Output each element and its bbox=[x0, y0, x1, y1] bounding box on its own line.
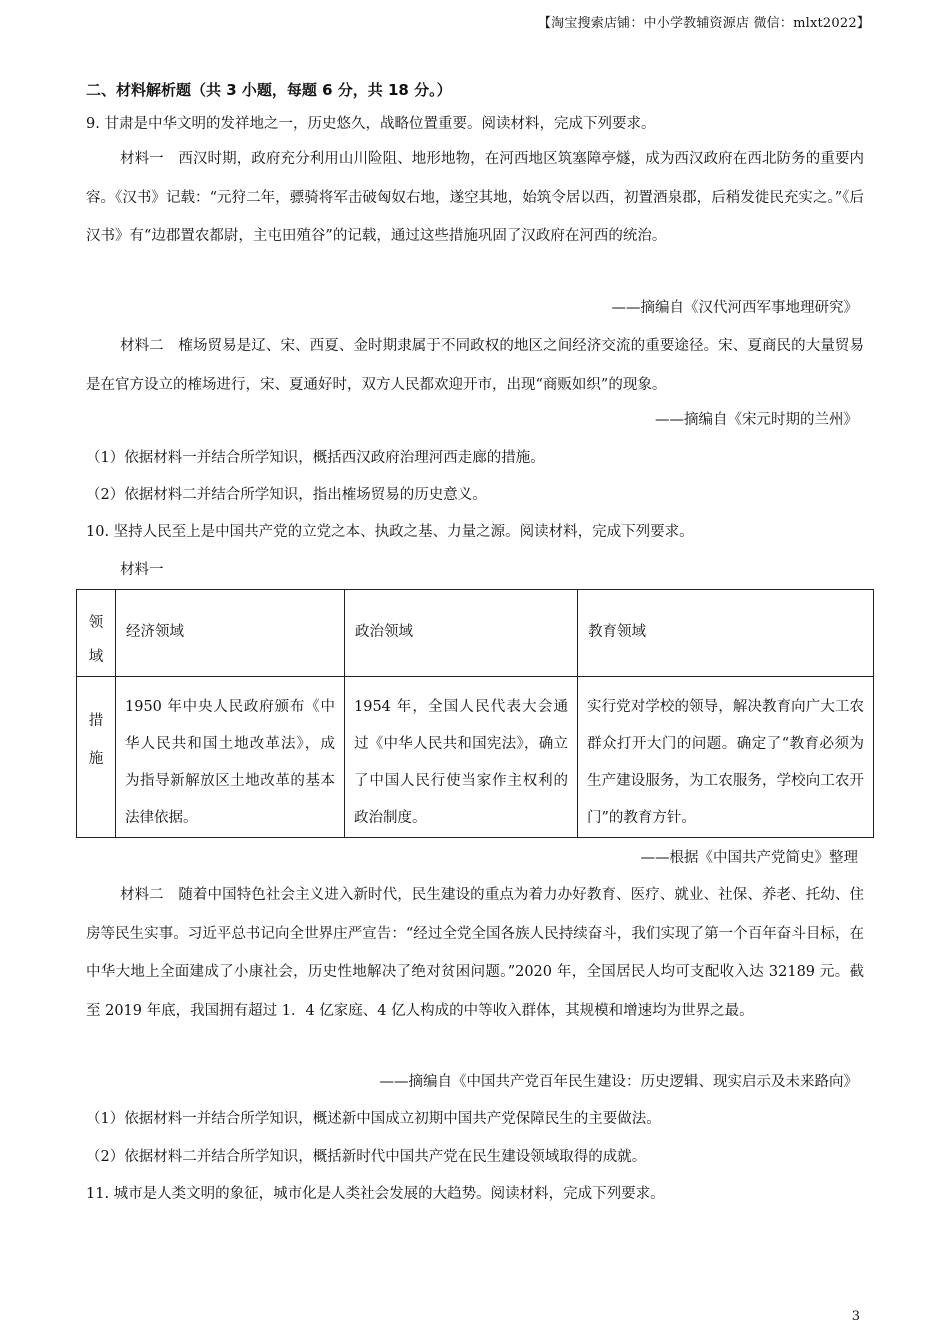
q10-source1: ——根据《中国共产党简史》整理 bbox=[640, 850, 858, 866]
q9-material2: 材料二 榷场贸易是辽、宋、西夏、金时期隶属于不同政权的地区之间经济交流的重要途径。宋、夏商民的大量贸易是在官方设立的榷场进行，宋、夏通好时，双方人民都欢迎开市，出现“商贩如织”的现象。 bbox=[86, 338, 864, 393]
q10-material2: 材料二 随着中国特色社会主义进入新时代，民生建设的重点为着力办好教育、医疗、就业、社保、养老、托幼、住房等民生实事。习近平总书记向全世界庄严宣告：“经过全党全国各族人民持续奋斗，我们实现了第一个百年奋斗目标，在中华大地上全面建成了小康社会，历史性地解决了绝对贫困问题。”2020 年，全国居民人均可支配收入达 32189 元。截至 2019 年底，我国拥有超过 1．4 亿家庭、4 亿人构成的中等收入群体，其规模和增速均为世界之最。 bbox=[86, 887, 864, 1019]
q11-stem: 11. 城市是人类文明的象征，城市化是人类社会发展的大趋势。阅读材料，完成下列要求。 bbox=[86, 1186, 665, 1202]
cell-education: 实行党对学校的领导，解决教育向广大工农群众打开大门的问题。确定了“教育必须为生产建设服务，为工农服务，学校向工农开门”的教育方针。 bbox=[587, 699, 864, 826]
q10-source2: ——摘编自《中国共产党百年民生建设：历史逻辑、现实启示及未来路向》 bbox=[379, 1074, 858, 1090]
q10-material1-label: 材料一 bbox=[120, 562, 164, 578]
policy-table bbox=[76, 589, 874, 838]
q9-source2: ——摘编自《宋元时期的兰州》 bbox=[655, 412, 858, 428]
header-economy: 经济领域 bbox=[126, 624, 184, 640]
col0-header: 领域 bbox=[88, 615, 104, 665]
header-cell bbox=[578, 590, 874, 677]
page-number: 3 bbox=[851, 1309, 860, 1324]
table-corner-cell bbox=[77, 590, 116, 677]
q10-task2: （2）依据材料二并结合所学知识，概括新时代中国共产党在民生建设领域取得的成就。 bbox=[86, 1149, 647, 1165]
table-row bbox=[77, 677, 874, 838]
q9-task1: （1）依据材料一并结合所学知识，概括西汉政府治理河西走廊的措施。 bbox=[86, 450, 545, 466]
page-header: 【淘宝搜索店铺：中小学教辅资源店 微信：mlxt2022】 bbox=[537, 16, 870, 31]
header-cell bbox=[345, 590, 578, 677]
header-politics: 政治领域 bbox=[355, 624, 413, 640]
cell-economy: 1950 年中央人民政府颁布《中华人民共和国土地改革法》，成为指导新解放区土地改革的基本法律依据。 bbox=[125, 699, 335, 826]
q9-task2: （2）依据材料二并结合所学知识，指出榷场贸易的历史意义。 bbox=[86, 487, 487, 503]
table-cell bbox=[578, 677, 874, 838]
header-cell bbox=[116, 590, 345, 677]
table-header-row bbox=[77, 590, 874, 677]
cell-politics: 1954 年，全国人民代表大会通过《中华人民共和国宪法》，确立了中国人民行使当家作主权利的政治制度。 bbox=[354, 699, 568, 826]
q9-stem: 9. 甘肃是中华文明的发祥地之一，历史悠久，战略位置重要。阅读材料，完成下列要求。 bbox=[86, 116, 656, 132]
header-education: 教育领域 bbox=[588, 624, 646, 640]
row-label-cell bbox=[77, 677, 116, 838]
table-cell bbox=[116, 677, 345, 838]
q9-material1: 材料一 西汉时期，政府充分利用山川险阻、地形地物，在河西地区筑塞障亭燧，成为西汉政府在西北防务的重要内容。《汉书》记载：“元狩二年，骠骑将军击破匈奴右地，遂空其地，始筑令居以西，初置酒泉郡，后稍发徙民充实之。”《后汉书》有“边郡置农都尉，主屯田殖谷”的记载，通过这些措施巩固了汉政府在河西的统治。 bbox=[86, 151, 864, 244]
table-cell bbox=[345, 677, 578, 838]
row-label: 措施 bbox=[88, 713, 104, 767]
q9-source1: ——摘编自《汉代河西军事地理研究》 bbox=[611, 300, 858, 316]
q10-task1: （1）依据材料一并结合所学知识，概述新中国成立初期中国共产党保障民生的主要做法。 bbox=[86, 1111, 661, 1127]
section-title: 二、材料解析题（共 3 小题，每题 6 分，共 18 分。） bbox=[86, 81, 452, 99]
q10-stem: 10. 坚持人民至上是中国共产党的立党之本、执政之基、力量之源。阅读材料，完成下列要求。 bbox=[86, 524, 694, 540]
